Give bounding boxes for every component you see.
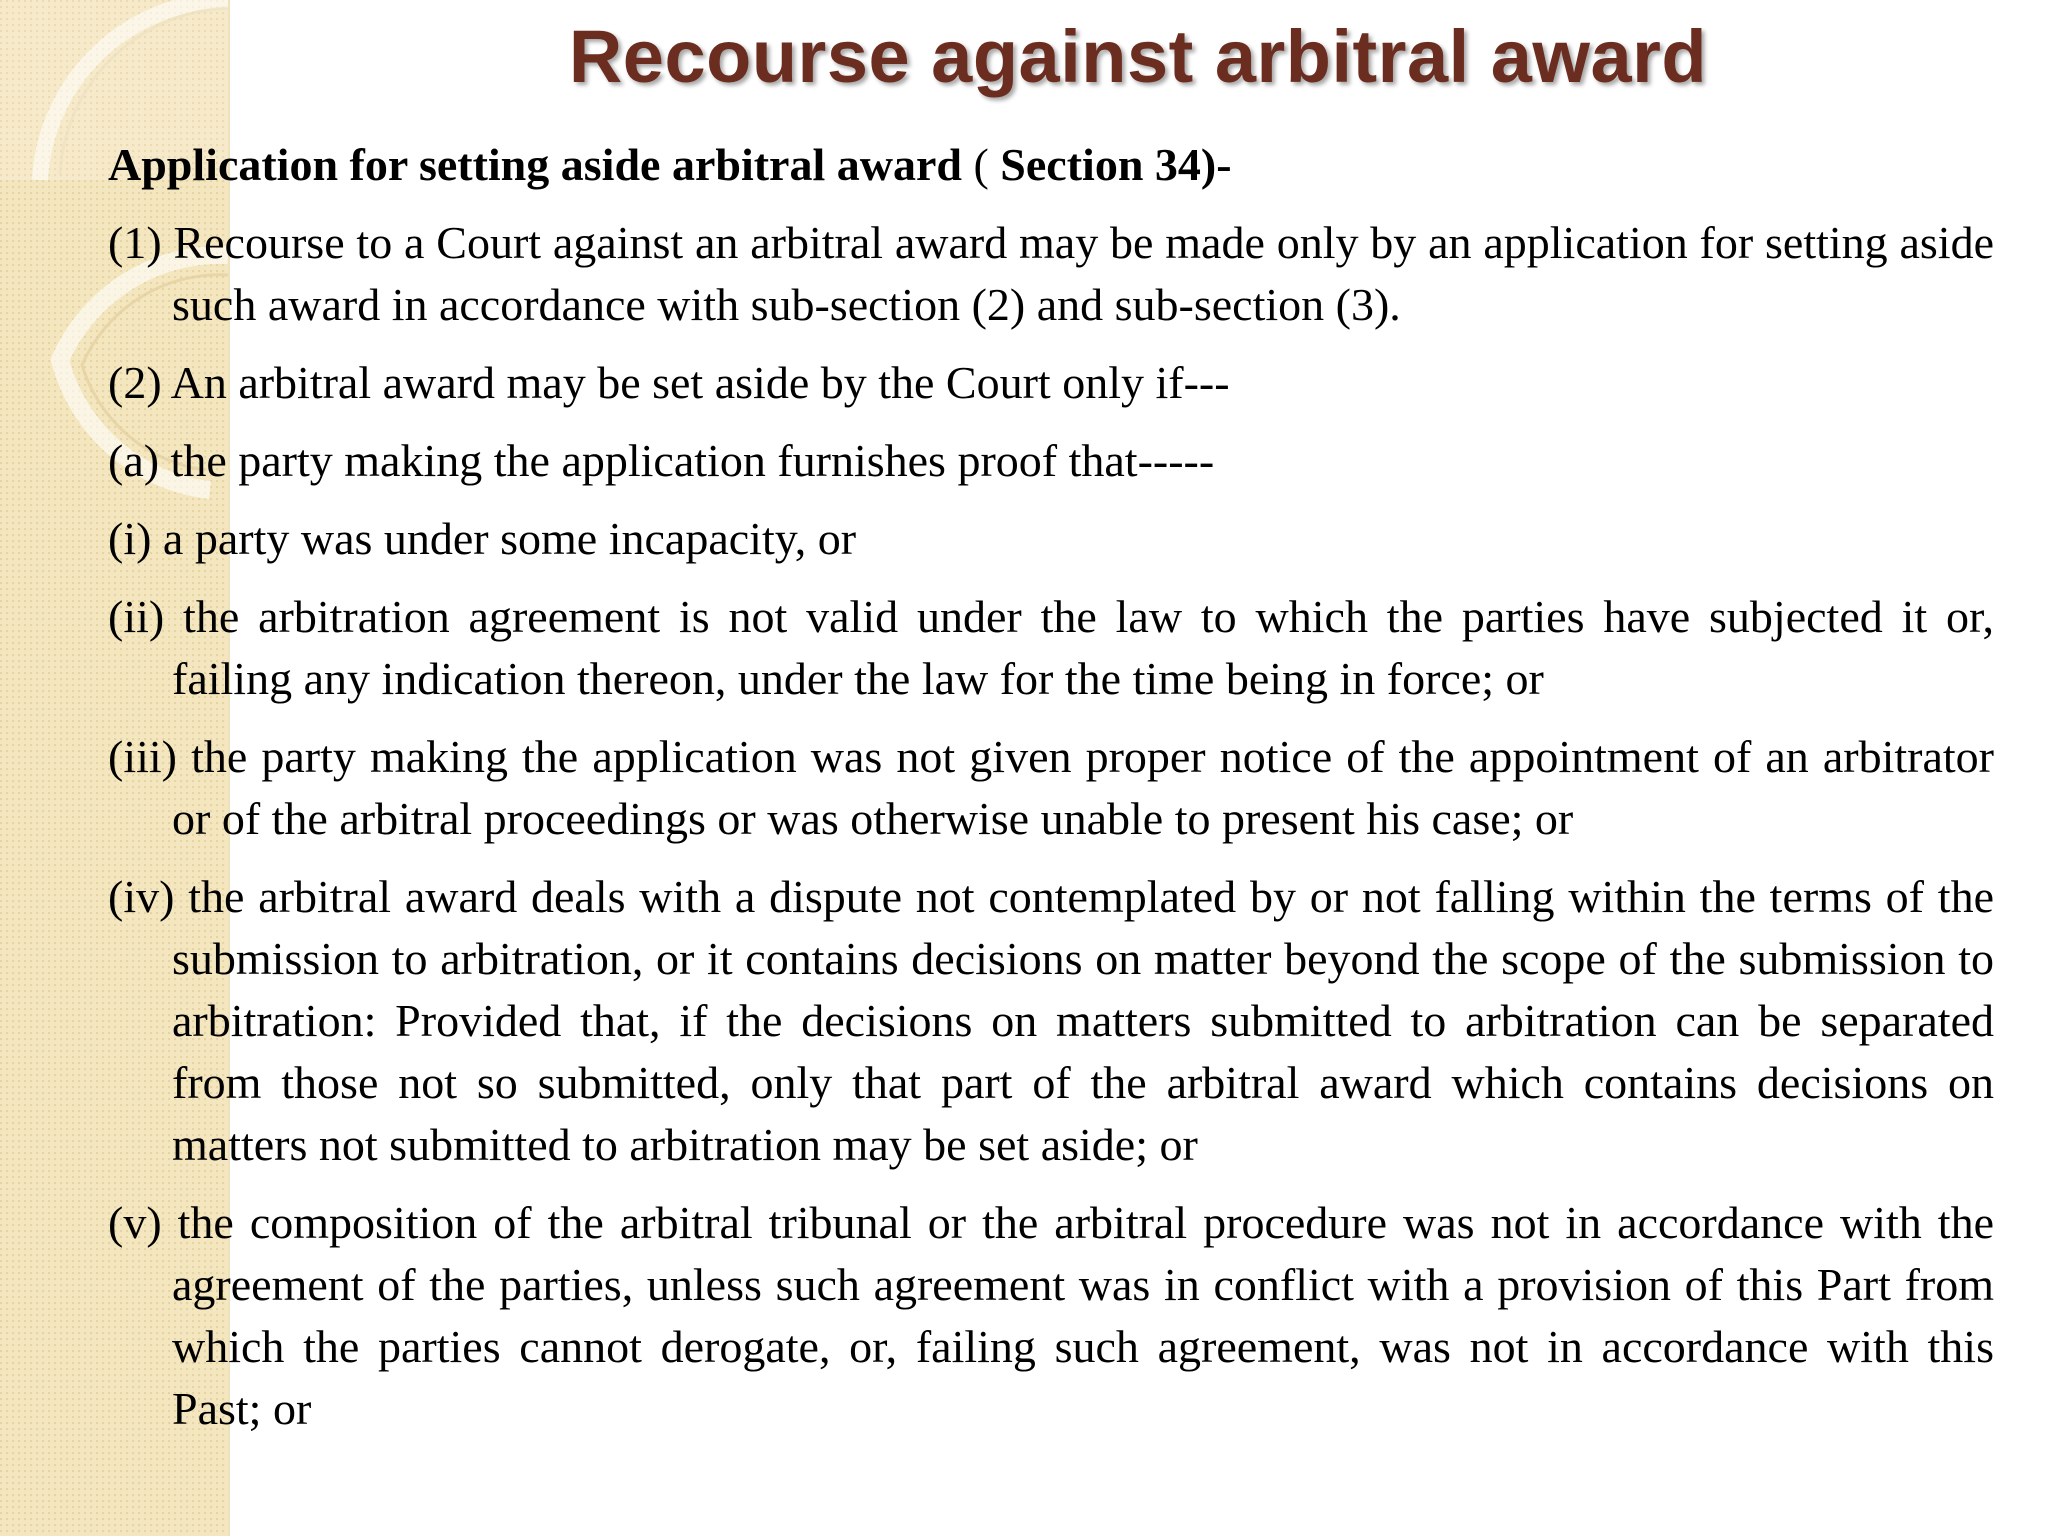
clause-2a-v: (v) the composition of the arbitral tribunal or the arbitral procedure was not in accordance with the agreement of the parties, unless such agreement was in conflict with a provision of this Part from which the parties cannot derogate, or, failing such agreement, was not in accordance with this Past; or	[108, 1197, 1994, 1434]
slide-body	[108, 134, 1994, 1456]
section-heading	[108, 134, 1994, 196]
heading-text: Application for setting aside arbitral award	[108, 139, 962, 190]
clause-2a: (a) the party making the application furnishes proof that-----	[108, 435, 1215, 486]
clause-1: (1) Recourse to a Court against an arbitral award may be made only by an application for setting aside such award in accordance with sub-section (2) and sub-section (3).	[108, 217, 1994, 330]
slide-title: Recourse against arbitral award	[568, 15, 1708, 98]
clause-2a-i: (i) a party was under some incapacity, or	[108, 513, 857, 564]
clause-2a-ii: (ii) the arbitration agreement is not valid under the law to which the parties have subjected it or, failing any indication thereon, under the law for the time being in force; or	[108, 591, 1994, 704]
heading-section-ref: Section 34)-	[1000, 139, 1232, 190]
heading-paren: (	[961, 139, 1001, 190]
clause-2: (2) An arbitral award may be set aside by the Court only if---	[108, 357, 1230, 408]
clause-2a-iv: (iv) the arbitral award deals with a dispute not contemplated by or not falling within the terms of the submission to arbitration, or it contains decisions on matter beyond the scope of the submission to arbitration: Provided that, if the decisions on matters submitted to arbitration can be separated from those not so submitted, only that part of the arbitral award which contains decisions on matters not submitted to arbitration may be set aside; or	[108, 871, 1994, 1170]
clause-2a-iii: (iii) the party making the application was not given proper notice of the appointment of an arbitrator or of the arbitral proceedings or was otherwise unable to present his case; or	[108, 731, 1994, 844]
